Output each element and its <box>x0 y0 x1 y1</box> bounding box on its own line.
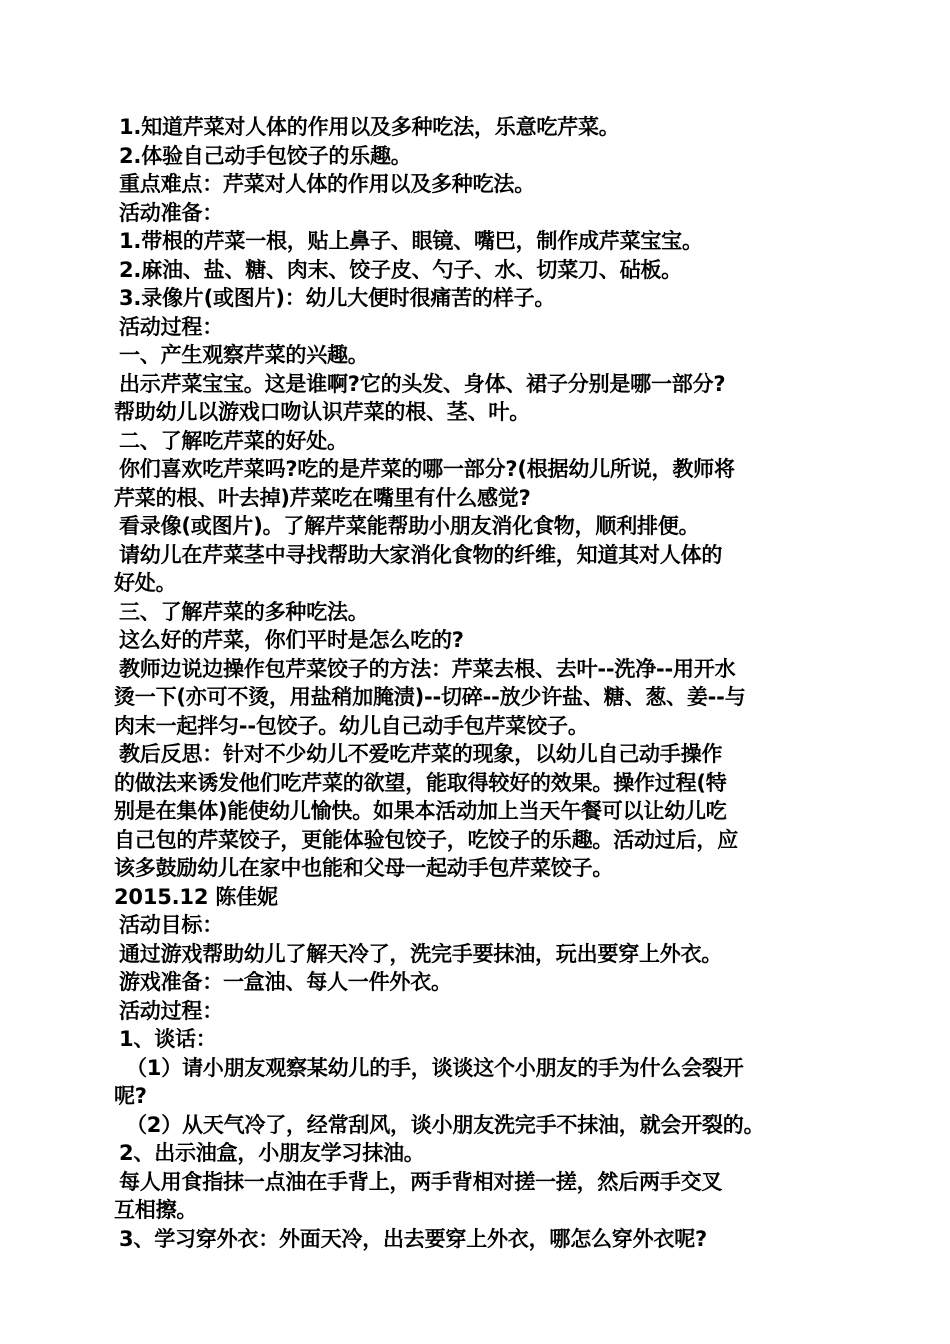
document-line: 芹菜的根、叶去掉)芹菜吃在嘴里有什么感觉? <box>114 485 531 510</box>
document-line: 教后反思：针对不少幼儿不爱吃芹菜的现象，以幼儿自己动手操作 <box>119 742 723 766</box>
document-line: 通过游戏帮助幼儿了解天冷了，洗完手要抹油，玩出要穿上外衣。 <box>119 941 723 966</box>
document-line: 三、了解芹菜的多种吃法。 <box>119 599 369 624</box>
document-line: 2.麻油、盐、糖、肉末、饺子皮、勺子、水、切菜刀、砧板。 <box>119 257 682 282</box>
document-line: 你们喜欢吃芹菜吗?吃的是芹菜的哪一部分?(根据幼儿所说，教师将 <box>119 457 735 481</box>
document-line: 1.知道芹菜对人体的作用以及多种吃法，乐意吃芹菜。 <box>119 115 620 139</box>
document-line: 好处。 <box>114 571 177 595</box>
document-line: 1、谈话： <box>119 1027 217 1051</box>
document-line: 活动准备： <box>119 200 223 225</box>
document-line: 别是在集体)能使幼儿愉快。如果本活动加上当天午餐可以让幼儿吃 <box>114 799 727 823</box>
document-line: 肉末一起拌匀--包饺子。幼儿自己动手包芹菜饺子。 <box>114 713 589 738</box>
document-line: 请幼儿在芹菜茎中寻找帮助大家消化食物的纤维，知道其对人体的 <box>119 542 723 567</box>
document-line: 互相擦。 <box>114 1198 198 1222</box>
document-line: 2.体验自己动手包饺子的乐趣。 <box>119 143 412 168</box>
document-line: 出示芹菜宝宝。这是谁啊?它的头发、身体、裙子分别是哪一部分? <box>119 371 726 396</box>
document-line: 这么好的芹菜，你们平时是怎么吃的? <box>119 628 464 652</box>
document-line: 游戏准备：一盒油、每人一件外衣。 <box>119 970 452 994</box>
document-line: 活动过程： <box>119 998 223 1023</box>
document-line: （1）请小朋友观察某幼儿的手，谈谈这个小朋友的手为什么会裂开 <box>126 1055 744 1080</box>
document-line: 3、学习穿外衣：外面天冷，出去要穿上外衣，哪怎么穿外衣呢? <box>119 1226 707 1251</box>
document-line: 该多鼓励幼儿在家中也能和父母一起动手包芹菜饺子。 <box>114 856 614 880</box>
document-line: 的做法来诱发他们吃芹菜的欲望，能取得较好的效果。操作过程(特 <box>114 770 727 795</box>
document-line: 2015.12 陈佳妮 <box>114 884 278 909</box>
document-line: （2）从天气冷了，经常刮风，谈小朋友洗完手不抹油，就会开裂的。 <box>126 1112 765 1137</box>
document-line: 重点难点：芹菜对人体的作用以及多种吃法。 <box>119 172 535 196</box>
document-line: 活动过程： <box>119 314 223 339</box>
document-line: 呢? <box>114 1084 147 1108</box>
document-line: 活动目标： <box>119 913 223 937</box>
document-line: 看录像(或图片)。了解芹菜能帮助小朋友消化食物，顺利排便。 <box>119 514 700 538</box>
document-line: 每人用食指抹一点油在手背上，两手背相对搓一搓，然后两手交叉 <box>119 1169 723 1194</box>
document-line: 烫一下(亦可不烫，用盐稍加腌渍)--切碎--放少许盐、糖、葱、姜--与 <box>114 685 746 709</box>
document-line: 1.带根的芹菜一根，贴上鼻子、眼镜、嘴巴，制作成芹菜宝宝。 <box>119 229 703 253</box>
document-line: 2、出示油盒，小朋友学习抹油。 <box>119 1141 425 1165</box>
document-line: 帮助幼儿以游戏口吻认识芹菜的根、茎、叶。 <box>114 400 530 424</box>
document-line: 一、产生观察芹菜的兴趣。 <box>119 343 369 367</box>
document-line: 自己包的芹菜饺子，更能体验包饺子，吃饺子的乐趣。活动过后，应 <box>114 827 738 852</box>
document-line: 3.录像片(或图片)：幼儿大便时很痛苦的样子。 <box>119 286 556 310</box>
document-body <box>114 113 844 1253</box>
document-line: 二、了解吃芹菜的好处。 <box>119 428 348 453</box>
document-line: 教师边说边操作包芹菜饺子的方法：芹菜去根、去叶--洗净--用开水 <box>119 656 736 681</box>
